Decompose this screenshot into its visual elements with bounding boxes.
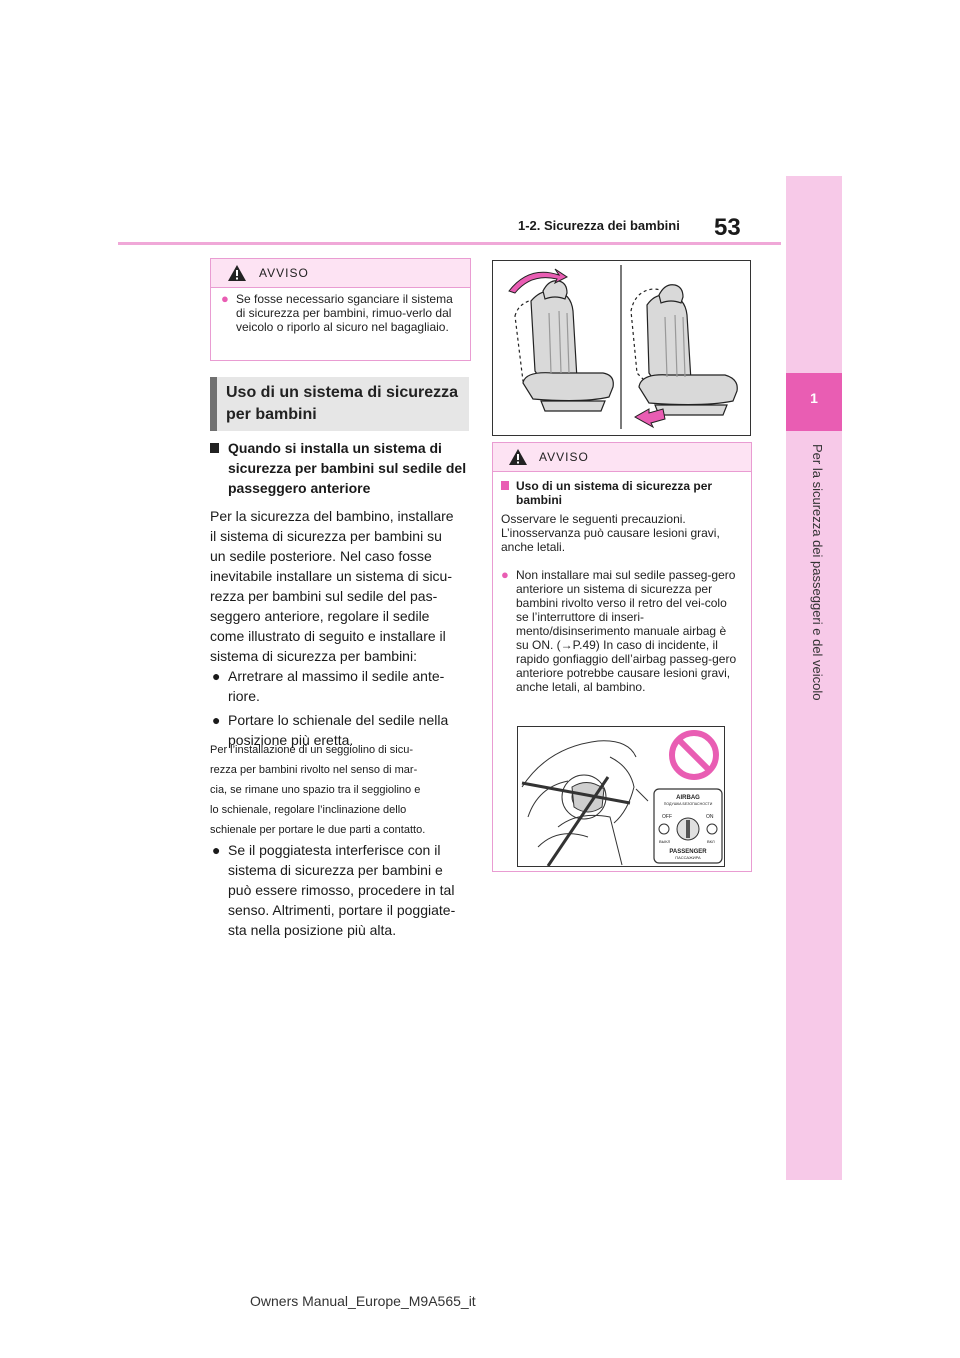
square-bullet-icon	[210, 443, 219, 453]
paragraph-line: come illustrato di seguito e installare il	[210, 628, 446, 644]
body-paragraph	[210, 506, 472, 666]
switch-label-on-ru: ВКЛ	[707, 839, 715, 844]
note-line: cia, se rimane uno spazio tra il seggiolino e	[210, 784, 421, 796]
seat-left-icon	[515, 281, 613, 411]
seat-adjustment-illustration	[492, 260, 751, 436]
switch-label-airbag-ru: ПОДУШКА БЕЗОПАСНОСТИ	[663, 802, 713, 806]
warning-text: Se fosse necessario sganciare il sistema di sicurezza per bambini, rimuo-verlo dal veicolo o riporlo al sicuro nel bagagliaio.	[236, 292, 453, 334]
switch-label-airbag: AIRBAG	[676, 795, 700, 801]
bullet-dot-icon: ●	[501, 567, 509, 582]
bullet-dot-icon: ●	[221, 291, 229, 306]
note-text	[210, 740, 472, 840]
paragraph-line: inevitabile installare un sistema di sicu-	[210, 568, 452, 584]
warning-triangle-icon	[227, 264, 247, 282]
chapter-number: 1	[810, 390, 818, 406]
switch-label-off-ru: ВЫКЛ	[659, 839, 671, 844]
bullet-line: sistema di sicurezza per bambini e	[228, 862, 443, 878]
slide-back-arrow-icon	[635, 409, 665, 427]
page-number: 53	[714, 214, 741, 241]
bullet-dot-icon: ●	[212, 712, 221, 728]
bullet-line: sta nella posizione più alta.	[228, 922, 397, 938]
note-line: lo schienale, regolare l’inclinazione dello	[210, 804, 407, 816]
warning-subheading-text: Uso di un sistema di sicurezza per bambini	[516, 479, 713, 507]
warning-title: AVVISO	[539, 450, 589, 464]
warning-header	[211, 259, 470, 288]
square-bullet-icon	[501, 481, 509, 490]
bullet-dot-icon: ●	[212, 842, 221, 858]
bullet-line: senso. Altrimenti, portare il poggiate-	[228, 902, 456, 918]
note-line: Per l’installazione di un seggiolino di sicu-	[210, 744, 414, 756]
airbag-switch-illustration	[517, 726, 725, 867]
paragraph-line: Per la sicurezza del bambino, installare	[210, 508, 454, 524]
paragraph-line: seggero anteriore, regolare il sedile	[210, 608, 430, 624]
warning-box-right	[492, 442, 752, 872]
switch-label-on: ON	[706, 814, 714, 820]
bullet-line: Portare lo schienale del sedile nella	[228, 712, 449, 728]
warning-bullet-text: Non installare mai sul sedile passeg-gero anteriore un sistema di sicurezza per bambini rivolto verso il retro del vei-colo se l’interruttore di inseri-mento/disinserimento manuale airbag è su ON. (→P.49) In caso di incidente, il rapido gonfiaggio dell’airbag passeg-gero anteriore potrebbe causare lesioni gravi, anche letali, al bambino.	[516, 568, 737, 694]
switch-label-passenger-ru: ПАССАЖИРА	[675, 855, 701, 860]
chapter-title-text: Per la sicurezza dei passeggeri e del veicolo	[810, 444, 825, 701]
paragraph-line: rezza per bambini sul sedile del pas-	[210, 588, 438, 604]
note-line: schienale per portare le due parti a contatto.	[210, 824, 426, 836]
warning-header	[493, 443, 751, 472]
heading-bar	[210, 377, 217, 431]
prohibition-icon	[672, 733, 716, 777]
note-line: rezza per bambini rivolto nel senso di mar-	[210, 764, 418, 776]
subheading-text: Quando si installa un sistema di sicurezza per bambini sul sedile del passeggero anteriore	[228, 440, 467, 496]
warning-paragraph: Osservare le seguenti precauzioni. L’inosservanza può causare lesioni gravi, anche letali.	[501, 512, 720, 554]
airbag-illustration-svg	[518, 727, 724, 866]
warning-box-top	[210, 258, 471, 361]
footer-document-id: Owners Manual_Europe_M9A565_it	[250, 1293, 476, 1309]
bullet-line: Se il poggiatesta interferisce con il	[228, 842, 441, 858]
switch-label-passenger: PASSENGER	[669, 849, 707, 855]
section-heading: Uso di un sistema di sicurezza per bambini	[226, 384, 459, 423]
paragraph-line: il sistema di sicurezza per bambini su	[210, 528, 442, 544]
section-heading-box	[210, 377, 469, 431]
bullet-line: riore.	[228, 688, 260, 704]
switch-label-off: OFF	[662, 814, 672, 820]
header-rule	[118, 242, 781, 245]
seat-right-icon	[631, 285, 737, 415]
chapter-title	[810, 444, 826, 824]
warning-title: AVVISO	[259, 266, 309, 280]
bullet-line: Arretrare al massimo il sedile ante-	[228, 668, 445, 684]
bullet-line: può essere rimosso, procedere in tal	[228, 882, 455, 898]
section-label: 1-2. Sicurezza dei bambini	[518, 218, 680, 233]
airbag-switch-panel	[654, 789, 722, 863]
bullet-line: posizione più eretta.	[228, 732, 354, 748]
seat-illustration-svg	[493, 261, 750, 435]
paragraph-line: sistema di sicurezza per bambini:	[210, 648, 417, 664]
warning-triangle-icon	[508, 448, 528, 466]
paragraph-line: un sedile posteriore. Nel caso fosse	[210, 548, 432, 564]
bullet-dot-icon: ●	[212, 668, 221, 684]
